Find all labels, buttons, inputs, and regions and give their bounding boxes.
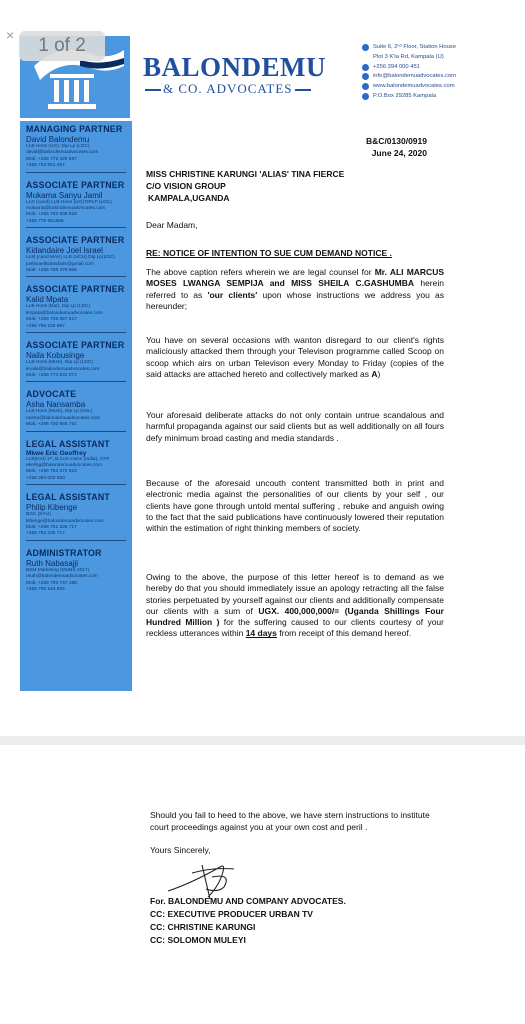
staff-block (20, 337, 132, 386)
staff-phone: Mob: +256 706 479 906 (26, 268, 77, 274)
staff-email: joelisraelkidandaire@gmail.com (26, 261, 94, 267)
staff-title: ASSOCIATE PARTNER (26, 340, 125, 351)
staff-phone: +256 703 651 497 (26, 163, 65, 169)
staff-name: Ruth Nabasajji (26, 558, 79, 568)
staff-name: Kalid Mpata (26, 295, 69, 305)
staff-phone: Mob: +256 772 429 597 (26, 156, 77, 162)
address-line: C/O VISION GROUP (146, 181, 226, 191)
paragraph-attacks: You have on several occasions with wanton disregard to our client's rights maliciously attacked them through your Televison programme called Scoop on scoop which airs on urban Televison every Monday to Friday (copies of the said attacks are attached hereto and collectively marked as A) (146, 335, 444, 379)
contact-phone: +256 394 000 451 (373, 63, 420, 70)
staff-phone: Mob: +256 774 531 074 (26, 372, 77, 378)
staff-name: Mukama Sanyu Jamil (26, 190, 103, 200)
staff-email: kibenge@balondemuadvocates.com (26, 518, 104, 524)
staff-phone: Mob: +256 706 747 195 (26, 580, 77, 586)
staff-qualification: LLB Hons (Dar), Dip Lp (LDC) (26, 304, 90, 310)
staff-block (20, 121, 132, 177)
firm-heading (143, 52, 326, 97)
staff-block (20, 436, 132, 490)
cc-line: CC: EXECUTIVE PRODUCER URBAN TV (150, 909, 313, 919)
staff-block (20, 545, 132, 596)
contact-website: www.balondemuadvocates.com (373, 83, 455, 90)
staff-title: ASSOCIATE PARTNER (26, 284, 125, 295)
staff-phone: Mob: +256 706 857 817 (26, 317, 77, 323)
close-icon[interactable]: × (6, 27, 15, 43)
staff-title: ASSOCIATE PARTNER (26, 179, 125, 190)
staff-email: nruth@balondemuadvocates.com (26, 574, 98, 580)
closing: Yours Sincerely, (150, 845, 211, 855)
staff-qualification: LLB Hons (MUK), Dip Lp (KSL) (26, 409, 93, 415)
contact-address: Suite 6, 2ⁿᵈ Floor, Station House Plot 3 K'la Rd, Kampala (U) (373, 44, 456, 60)
staff-qualification: LLD (cand) LLB Hons (UG) DPLP (LDC) (26, 199, 112, 205)
staff-qualification: LLB Hons (UG), Dip Lp (LDC) (26, 144, 90, 149)
letter-page-2 (0, 745, 525, 1024)
staff-phone: +256 785 165 997 (26, 323, 65, 329)
staff-phone: +256 790 544 655 (26, 587, 65, 592)
staff-name: David Balondemu (26, 135, 90, 144)
paragraph-counsel: The above caption refers wherein we are legal counsel for Mr. ALI MARCUS MOSES LWANGA SEMPIJA and MISS SHEILA C.GASHUMBA herein referred to as 'our clients' upon whose instructions we address you as hereunder; (146, 267, 444, 311)
letter-date: June 24, 2020 (371, 148, 427, 158)
salutation: Dear Madam, (146, 220, 198, 230)
staff-phone: Mob: +256 701 236 717 (26, 524, 77, 530)
staff-sidebar (20, 121, 132, 691)
staff-block (20, 386, 132, 435)
staff-email: david@balondemuadvocates.com (26, 150, 99, 156)
page-indicator: 1 of 2 (19, 31, 105, 61)
staff-phone: Mob: +256 700 655 761 (26, 422, 77, 428)
recipient-address (146, 168, 344, 204)
staff-name: Philip Kibenge (26, 503, 78, 513)
staff-title: LEGAL ASSISTANT (26, 438, 110, 449)
firm-contact (362, 43, 456, 102)
signoff-firm: For. BALONDEMU AND COMPANY ADVOCATES. (150, 896, 346, 906)
staff-title: ADMINISTRATOR (26, 547, 102, 558)
address-line: MISS CHRISTINE KARUNGI 'ALIAS' TINA FIERCE (146, 169, 345, 179)
letter-reference (366, 135, 427, 159)
staff-phone: +256 782 236 717 (26, 531, 65, 537)
location-icon (362, 44, 369, 51)
address-line: KAMPALA,UGANDA (148, 193, 230, 203)
staff-name: Naila Kobusinge (26, 351, 85, 361)
cc-line: CC: CHRISTINE KARUNGI (150, 922, 256, 932)
contact-email: info@balondemuadvocates.com (373, 73, 456, 80)
staff-qualification: BSM Marketing (MUBS 2017) (26, 567, 90, 573)
paragraph-suffering: Because of the aforesaid uncouth content transmitted both in print and electronic media against the personalities of our clients by your self , our clients have gone through untold mental suffering , rebuke and anguish owing to the fact that the said publications have continuously lowered their reputation within the estimation of right thinking members of society. (146, 478, 444, 534)
cc-line: CC: SOLOMON MULEYI (150, 935, 246, 945)
staff-email: mukama@balondemuadvocates.com (26, 206, 106, 212)
staff-qualification: BGC (KYU) (26, 512, 51, 518)
paragraph-propaganda: Your aforesaid deliberate attacks do not only contain untrue scandalous and harmful propaganda against our said clients but as well additionally on all fours defy minimum broad casting and media standards . (146, 410, 444, 443)
staff-block (20, 177, 132, 233)
signoff-block (150, 895, 346, 947)
staff-email: kmpata@balondemuadvocates.com (26, 310, 103, 316)
staff-email: nasha@balondemuadvocates.com (26, 415, 100, 421)
reference-number: B&C/0130/0919 (366, 136, 427, 146)
staff-phone: +256 779 561566 (26, 218, 64, 224)
staff-phone: Mob: +256 753 372 923 (26, 469, 77, 475)
staff-qualification: LLM (cand MAK) LLB (UCU) Dip Lp(LDC) (26, 255, 115, 261)
staff-title: MANAGING PARTNER (26, 124, 123, 134)
firm-name: BALONDEMU (143, 52, 327, 82)
paragraph-demand: Owing to the above, the purpose of this letter hereof is to demand as we hereby do that you should immediately issue an apology retracting all the false stories perpetuated by yourself against our clients and additionally compensate our clients with a sum of UGX. 400,000,000/= (Uganda Shillings Four Hundred Million ) for the suffering caused to our clients courtesy of your reckless utterances within 14 days from receipt of this demand hereof. (146, 572, 444, 639)
staff-block (20, 489, 132, 545)
staff-phone: Mob: +256 703 608 028 (26, 212, 77, 218)
staff-title: LEGAL ASSISTANT (26, 492, 110, 503)
staff-name: Kidandaire Joel Israel (26, 246, 103, 256)
email-icon (362, 73, 369, 80)
staff-email: ekellog@balondemuadvocates.com (26, 462, 103, 468)
staff-title: ASSOCIATE PARTNER (26, 235, 125, 246)
web-icon (362, 83, 369, 90)
paragraph-court: Should you fail to heed to the above, we have stern instructions to institute court proceedings against you at your own cost and peril . (150, 810, 430, 832)
staff-name: Mkwe Eric Geoffrey (26, 449, 87, 457)
staff-title: ADVOCATE (26, 389, 77, 400)
mail-box-icon (362, 93, 369, 100)
staff-qualification: LLB(KIU) 1ˢᵗ, B.Com Hons (India), CFP (26, 456, 110, 462)
staff-email: knaila@balondemuadvocates.com (26, 366, 100, 372)
staff-block (20, 232, 132, 281)
staff-phone: +256 394 000 850 (26, 475, 65, 481)
staff-name: Asha Nansamba (26, 400, 86, 410)
firm-subtitle: & CO. ADVOCATES (143, 81, 326, 97)
phone-icon (362, 64, 369, 71)
staff-qualification: LLB Hons (MUK), Dip Lp (LDC) (26, 360, 93, 366)
staff-block (20, 281, 132, 337)
contact-pobox: P.O.Box 29285 Kampala (373, 92, 437, 99)
subject-line: RE: NOTICE OF INTENTION TO SUE CUM DEMAND NOTICE . (146, 248, 392, 258)
